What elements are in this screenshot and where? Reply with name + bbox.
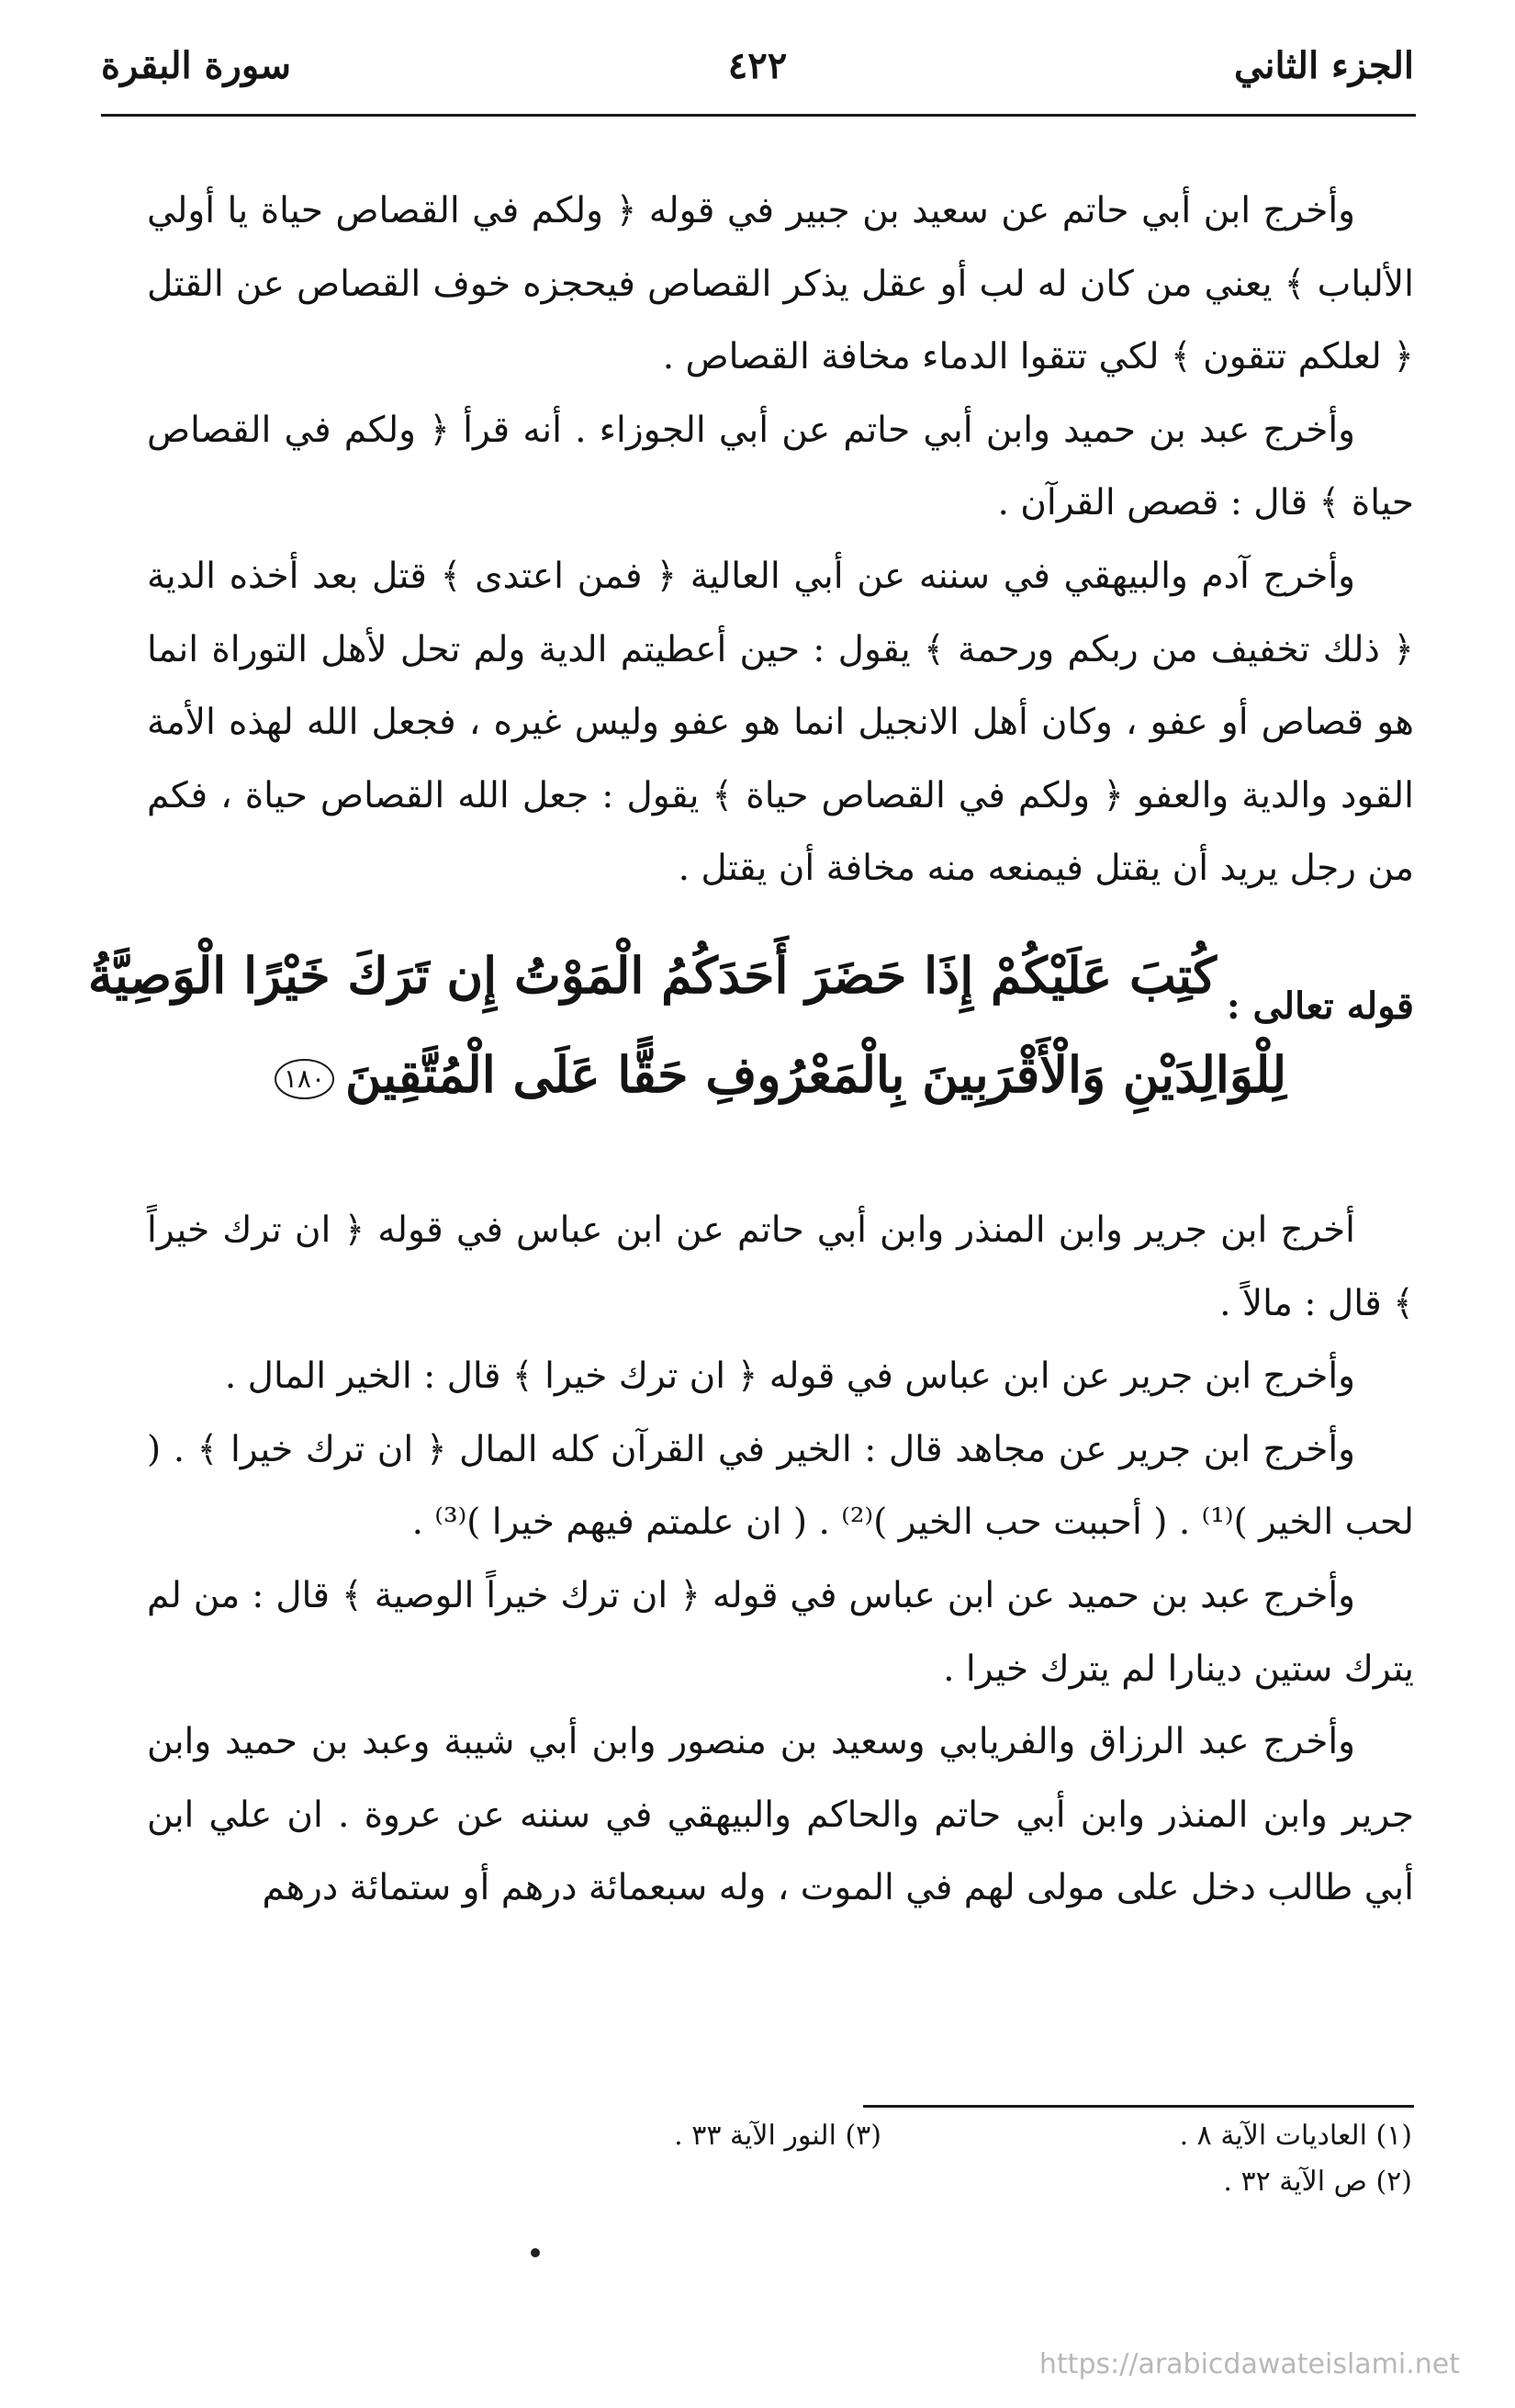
ayah-number-marker: ١٨٠ [275, 1059, 334, 1099]
commentary-section-2 [147, 1194, 1414, 1925]
paragraph: وأخرج عبد الرزاق والفريابي وسعيد بن منصور وابن أبي شيبة وعبد بن حميد وابن جرير وابن المنذر وابن أبي حاتم والحاكم والبيهقي في سننه عن عروة . ان علي ابن أبي طالب دخل على مولى لهم في الموت ، وله سبعمائة درهم أو ستمائة درهم [147, 1721, 1414, 1909]
quran-verse-block [87, 937, 1414, 1166]
decorative-dot [531, 2248, 540, 2257]
footnote-1: (١) العاديات الآية ٨ . [1179, 2120, 1412, 2152]
paragraph: وأخرج آدم والبيهقي في سننه عن أبي العالية ﴿ فمن اعتدى ﴾ قتل بعد أخذه الدية ﴿ ذلك تخفيف من ربكم ورحمة ﴾ يقول : حين أعطيتم الدية ولم تحل لأهل التوراة انما هو قصاص أو عفو ، وكان أهل الانجيل انما هو عفو وليس غيره ، فجعل الله لهذه الأمة القود والدية والعفو ﴿ ولكم في القصاص حياة ﴾ يقول : جعل الله القصاص حياة ، فكم من رجل يريد أن يقتل فيمنعه منه مخافة أن يقتل . [147, 555, 1414, 890]
paragraph: وأخرج ابن أبي حاتم عن سعيد بن جبير في قوله ﴿ ولكم في القصاص حياة يا أولي الألباب ﴾ يعني من كان له لب أو عقل يذكر القصاص فيحجزه خوف القصاص عن القتل ﴿ لعلكم تتقون ﴾ لكي تتقوا الدماء مخافة القصاص . [147, 190, 1414, 378]
part-title: الجزء الثاني [1234, 44, 1414, 87]
verse-line-2 [147, 1045, 1414, 1104]
page-header [101, 37, 1414, 108]
paragraph: وأخرج ابن جرير عن ابن عباس في قوله ﴿ ان ترك خيرا ﴾ قال : الخير المال . [224, 1356, 1355, 1398]
source-watermark: https://arabicdawateislami.net [1038, 2348, 1460, 2380]
header-divider [101, 114, 1416, 117]
verse-intro: قوله تعالى : [1226, 985, 1414, 1028]
commentary-section-1 [147, 174, 1414, 906]
verse-line-1: كُتِبَ عَلَيْكُمْ إِذَا حَضَرَ أَحَدَكُمُ الْمَوْتُ إِن تَرَكَ خَيْرًا الْوَصِيَّةُ [87, 946, 1217, 1005]
verse-line-2-text: لِلْوَالِدَيْنِ وَالْأَقْرَبِينَ بِالْمَعْرُوفِ حَقًّا عَلَى الْمُتَّقِينَ [345, 1045, 1287, 1104]
paragraph: وأخرج عبد بن حميد وابن أبي حاتم عن أبي الجوزاء . أنه قرأ ﴿ ولكم في القصاص حياة ﴾ قال : قصص القرآن . [147, 409, 1414, 524]
footnote-divider [863, 2105, 1414, 2108]
paragraph: وأخرج ابن جرير عن مجاهد قال : الخير في القرآن كله المال ﴿ ان ترك خيرا ﴾ . ( لحب الخير )⁽¹⁾ . ( أحببت حب الخير )⁽²⁾ . ( ان علمتم فيهم خيرا )⁽³⁾ . [147, 1428, 1414, 1544]
page-number: ٤٢٢ [727, 44, 788, 87]
surah-title: سورة البقرة [101, 44, 292, 87]
paragraph: أخرج ابن جرير وابن المنذر وابن أبي حاتم عن ابن عباس في قوله ﴿ ان ترك خيراً ﴾ قال : مالاً . [147, 1210, 1414, 1324]
footnote-2: (٢) ص الآية ٣٢ . [1223, 2166, 1412, 2198]
paragraph: وأخرج عبد بن حميد عن ابن عباس في قوله ﴿ ان ترك خيراً الوصية ﴾ قال : من لم يترك ستين دينارا لم يترك خيرا . [147, 1574, 1414, 1690]
footnote-3: (٣) النور الآية ٣٣ . [674, 2120, 881, 2152]
